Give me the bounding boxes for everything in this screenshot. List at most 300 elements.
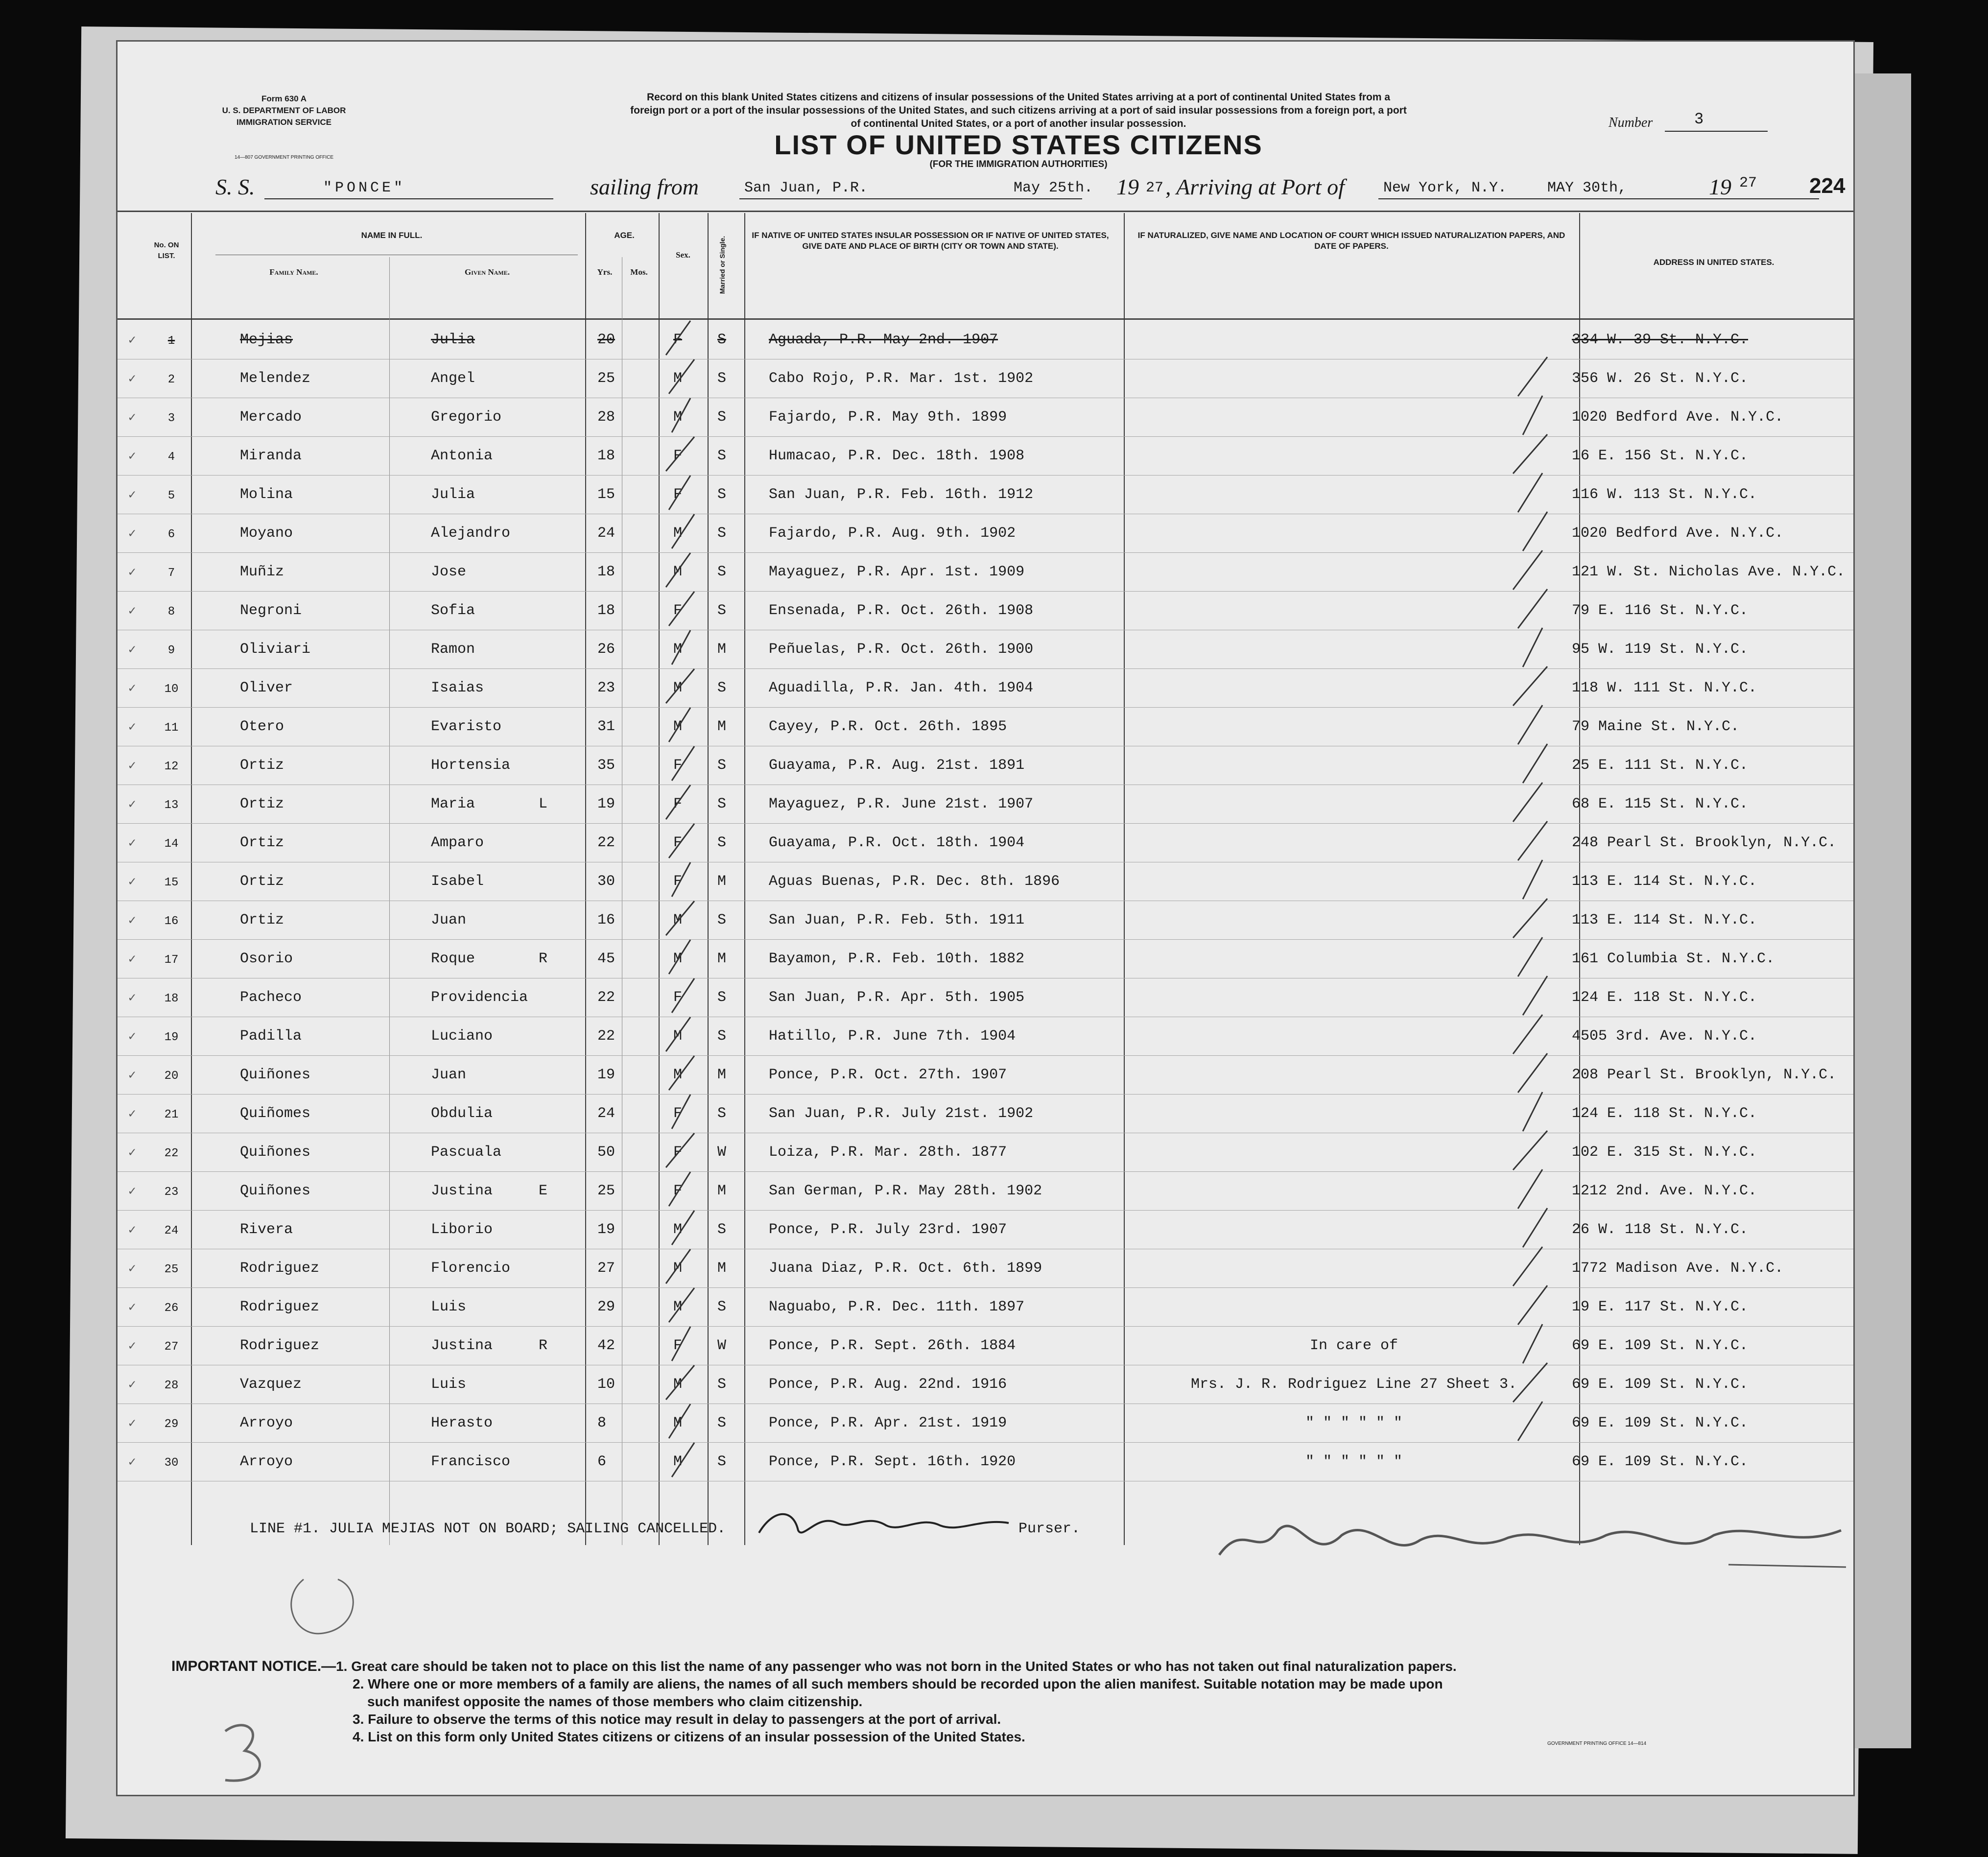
given-name: Alejandro (431, 525, 511, 542)
check-stroke (669, 1404, 690, 1438)
check-stroke (669, 1056, 694, 1090)
birth-place-date: Juana Diaz, P.R. Oct. 6th. 1899 (769, 1260, 1042, 1277)
marital-status: S (717, 1105, 727, 1122)
check-stroke (666, 1365, 694, 1400)
us-address: 69 E. 109 St. N.Y.C. (1572, 1453, 1749, 1470)
check-mark: ✓ (128, 488, 136, 502)
family-name: Arroyo (240, 1415, 293, 1431)
family-name: Quiñones (240, 1144, 311, 1161)
check-stroke (672, 398, 690, 432)
sex: M (673, 1221, 683, 1238)
row-number: 27 (164, 1340, 179, 1354)
arrival-date: MAY 30th, (1547, 180, 1627, 196)
family-name: Otero (240, 718, 284, 735)
row-number: 13 (164, 799, 179, 812)
check-stroke (672, 630, 690, 665)
check-mark: ✓ (128, 565, 136, 580)
check-mark: ✓ (128, 526, 136, 541)
check-stroke (1518, 473, 1542, 512)
ss-label: S. S. (215, 174, 255, 199)
birth-place-date: San Juan, P.R. Apr. 5th. 1905 (769, 989, 1025, 1006)
year-prefix-2: 19 (1709, 174, 1731, 199)
page-subtitle: (FOR THE IMMIGRATION AUTHORITIES) (929, 159, 1108, 169)
check-mark: ✓ (128, 681, 136, 696)
age-years: 35 (597, 757, 615, 774)
sex: M (673, 1028, 683, 1045)
check-stroke (666, 553, 690, 587)
given-name: Amparo (431, 834, 484, 851)
col-age-header: AGE. (614, 231, 635, 240)
birth-place-date: Ponce, P.R. Oct. 27th. 1907 (769, 1067, 1007, 1083)
col-no-header: No. ON LIST. (154, 241, 179, 260)
line-1-note: LINE #1. JULIA MEJIAS NOT ON BOARD; SAILING CANCELLED. (250, 1521, 726, 1537)
us-address: 19 E. 117 St. N.Y.C. (1572, 1299, 1749, 1315)
notice-heading: IMPORTANT NOTICE.— (171, 1658, 336, 1674)
birth-place-date: Mayaguez, P.R. June 21st. 1907 (769, 796, 1034, 812)
family-name: Mercado (240, 409, 302, 426)
check-stroke (1513, 783, 1542, 822)
family-name: Osorio (240, 951, 293, 967)
us-address: 356 W. 26 St. N.Y.C. (1572, 370, 1749, 387)
check-stroke (672, 514, 694, 548)
arrival-underline (1378, 198, 1819, 199)
check-stroke (1518, 1402, 1542, 1441)
us-address: 102 E. 315 St. N.Y.C. (1572, 1144, 1757, 1161)
given-name: Sofia (431, 602, 475, 619)
important-notice (171, 1658, 1836, 1746)
sex: M (673, 680, 683, 696)
marital-status: S (717, 757, 727, 774)
check-stroke (1513, 899, 1547, 938)
check-stroke (1518, 589, 1547, 628)
check-stroke (1518, 1169, 1542, 1209)
age-years: 18 (597, 602, 615, 619)
family-name: Vazquez (240, 1376, 302, 1393)
birth-place-date: San Juan, P.R. Feb. 16th. 1912 (769, 486, 1034, 503)
us-address: 124 E. 118 St. N.Y.C. (1572, 1105, 1757, 1122)
given-name: Luis (431, 1299, 467, 1315)
marital-status: M (717, 873, 727, 890)
check-mark: ✓ (128, 1145, 136, 1160)
marital-status: M (717, 641, 727, 658)
family-name: Ortiz (240, 757, 284, 774)
row-number: 23 (164, 1186, 179, 1199)
purser-signature (754, 1503, 1028, 1543)
marital-status: S (717, 370, 727, 387)
col-sex-header: Sex. (676, 250, 690, 260)
given-name: Francisco (431, 1453, 511, 1470)
birth-place-date: Hatillo, P.R. June 7th. 1904 (769, 1028, 1016, 1045)
sex: F (673, 1183, 683, 1199)
given-name: Evaristo (431, 718, 502, 735)
check-stroke (669, 359, 694, 394)
family-name: Molina (240, 486, 293, 503)
age-years: 18 (597, 448, 615, 464)
check-stroke (669, 708, 690, 742)
col-given-header: Given Name. (464, 267, 510, 277)
birth-place-date: Guayama, P.R. Aug. 21st. 1891 (769, 757, 1025, 774)
us-address: 95 W. 119 St. N.Y.C. (1572, 641, 1749, 658)
check-stroke (669, 1288, 694, 1322)
check-mark: ✓ (128, 1455, 136, 1470)
check-mark: ✓ (128, 720, 136, 735)
marital-status: S (717, 912, 727, 928)
sex: F (673, 448, 683, 464)
birth-place-date: Peñuelas, P.R. Oct. 26th. 1900 (769, 641, 1034, 658)
col-address-header: ADDRESS IN UNITED STATES. (1653, 258, 1775, 267)
given-name: Gregorio (431, 409, 502, 426)
row-number: 20 (164, 1070, 179, 1083)
row-number: 30 (164, 1456, 179, 1470)
marital-status: S (717, 834, 727, 851)
check-stroke (1518, 937, 1542, 976)
check-mark: ✓ (128, 1223, 136, 1238)
marital-status: S (717, 1221, 727, 1238)
check-stroke (1513, 434, 1547, 474)
notice-4: 4. List on this form only United States citizens or citizens of an insular possession of the United States. (353, 1729, 1025, 1744)
age-years: 23 (597, 680, 615, 696)
check-stroke (1523, 1324, 1542, 1363)
age-years: 20 (597, 332, 615, 348)
check-stroke (672, 1211, 694, 1245)
check-stroke (666, 1249, 690, 1284)
row-number: 3 (167, 412, 175, 425)
check-stroke (1513, 1131, 1547, 1170)
number-label: Number (1609, 115, 1653, 130)
age-years: 19 (597, 796, 615, 812)
record-line-1: Record on this blank United States citizens and citizens of insular possessions of the United States arriving at a port of continental United States from a (646, 92, 1391, 103)
check-stroke (1518, 357, 1547, 396)
given-name: Ramon (431, 641, 475, 658)
department: U. S. DEPARTMENT OF LABOR (222, 106, 346, 115)
age-years: 28 (597, 409, 615, 426)
check-stroke (1523, 628, 1542, 667)
handwritten-three (215, 1716, 269, 1790)
age-years: 29 (597, 1299, 615, 1315)
family-name: Ortiz (240, 834, 284, 851)
birth-place-date: Loiza, P.R. Mar. 28th. 1877 (769, 1144, 1007, 1161)
check-stroke (669, 592, 694, 626)
row-number: 17 (164, 953, 179, 967)
birth-place-date: Guayama, P.R. Oct. 18th. 1904 (769, 834, 1025, 851)
row-number: 24 (164, 1224, 179, 1238)
row-number: 22 (164, 1147, 179, 1160)
arrival-port: New York, N.Y. (1383, 180, 1507, 196)
age-years: 25 (597, 370, 615, 387)
given-name: Antonia (431, 448, 493, 464)
family-name: Oliver (240, 680, 293, 696)
year-suffix-1: 27 (1146, 180, 1164, 196)
birth-place-date: Fajardo, P.R. Aug. 9th. 1902 (769, 525, 1016, 542)
birth-place-date: San Juan, P.R. Feb. 5th. 1911 (769, 912, 1025, 928)
year-prefix-1: 19 (1116, 174, 1139, 199)
check-stroke (1523, 744, 1547, 783)
marital-status: S (717, 680, 727, 696)
check-mark: ✓ (128, 1300, 136, 1315)
age-years: 42 (597, 1337, 615, 1354)
sex: F (673, 332, 683, 348)
age-years: 30 (597, 873, 615, 890)
check-stroke (1518, 821, 1547, 860)
us-address: 118 W. 111 St. N.Y.C. (1572, 680, 1757, 696)
departure-port: San Juan, P.R. (744, 180, 868, 196)
sex: F (673, 1144, 683, 1161)
notice-2a: 2. Where one or more members of a family are aliens, the names of all such members should be recorded upon the alien manifest. Suitable notation may be made upon (353, 1676, 1443, 1691)
age-years: 22 (597, 989, 615, 1006)
marital-status: M (717, 1260, 727, 1277)
naturalization: " " " " " " (1305, 1453, 1403, 1470)
family-name: Moyano (240, 525, 293, 542)
row-number: 1 (167, 334, 175, 348)
given-name: Angel (431, 370, 475, 387)
check-stroke (666, 321, 690, 355)
birth-place-date: San German, P.R. May 28th. 1902 (769, 1183, 1042, 1199)
birth-place-date: Aguadilla, P.R. Jan. 4th. 1904 (769, 680, 1034, 696)
sex: M (673, 564, 683, 580)
age-years: 22 (597, 1028, 615, 1045)
family-name: Ortiz (240, 796, 284, 812)
marital-status: S (717, 486, 727, 503)
row-number: 28 (164, 1379, 179, 1392)
check-stroke (672, 1327, 690, 1361)
sex: M (673, 912, 683, 928)
birth-place-date: Humacao, P.R. Dec. 18th. 1908 (769, 448, 1025, 464)
us-address: 26 W. 118 St. N.Y.C. (1572, 1221, 1749, 1238)
sailing-from-label: sailing from (590, 174, 699, 199)
family-name: Quiñones (240, 1183, 311, 1199)
us-address: 124 E. 118 St. N.Y.C. (1572, 989, 1757, 1006)
us-address: 25 E. 111 St. N.Y.C. (1572, 757, 1749, 774)
family-name: Melendez (240, 370, 311, 387)
check-mark: ✓ (128, 604, 136, 619)
given-name: Justina (431, 1183, 493, 1199)
check-stroke (1523, 860, 1542, 899)
sex: F (673, 796, 683, 812)
given-name: Providencia (431, 989, 528, 1006)
family-name: Miranda (240, 448, 302, 464)
us-address: 69 E. 109 St. N.Y.C. (1572, 1376, 1749, 1393)
us-address: 1020 Bedford Ave. N.Y.C. (1572, 409, 1784, 426)
row-number: 18 (164, 992, 179, 1005)
given-name: Obdulia (431, 1105, 493, 1122)
row-number: 21 (164, 1108, 179, 1121)
naturalization: " " " " " " (1305, 1415, 1403, 1431)
us-address: 79 E. 116 St. N.Y.C. (1572, 602, 1749, 619)
us-address: 116 W. 113 St. N.Y.C. (1572, 486, 1757, 503)
age-years: 10 (597, 1376, 615, 1393)
us-address: 68 E. 115 St. N.Y.C. (1572, 796, 1749, 812)
us-address: 4505 3rd. Ave. N.Y.C. (1572, 1028, 1757, 1045)
col-mos-header: Mos. (630, 267, 648, 277)
given-name: Herasto (431, 1415, 493, 1431)
number-underline (1665, 131, 1768, 132)
given-name: Julia (431, 486, 475, 503)
check-mark: ✓ (128, 759, 136, 773)
row-number: 5 (167, 489, 175, 502)
marital-status: S (717, 525, 727, 542)
marital-status: S (717, 602, 727, 619)
year-suffix-2: 27 (1739, 175, 1757, 191)
check-stroke (1518, 1053, 1547, 1093)
family-name: Ortiz (240, 873, 284, 890)
sex: F (673, 989, 683, 1006)
birth-place-date: Ponce, P.R. Aug. 22nd. 1916 (769, 1376, 1007, 1393)
check-mark: ✓ (128, 836, 136, 851)
page-title: LIST OF UNITED STATES CITIZENS (774, 129, 1263, 160)
age-years: 6 (597, 1453, 607, 1470)
marital-status: S (717, 1415, 727, 1431)
check-stroke (672, 862, 690, 897)
ship-name: "PONCE" (323, 180, 406, 196)
service: IMMIGRATION SERVICE (237, 118, 331, 127)
given-initial: R (539, 951, 548, 967)
printing-office: 14—807 GOVERNMENT PRINTING OFFICE (234, 155, 334, 160)
age-years: 31 (597, 718, 615, 735)
table-top-rule (118, 211, 1853, 212)
age-years: 19 (597, 1067, 615, 1083)
given-name: Roque (431, 951, 475, 967)
number-value: 3 (1694, 110, 1704, 128)
marital-status: S (717, 409, 727, 426)
check-stroke (1518, 1286, 1547, 1325)
notice-2b: such manifest opposite the names of those members who claim citizenship. (367, 1694, 863, 1709)
check-mark: ✓ (128, 410, 136, 425)
col-birth-header: IF NATIVE OF UNITED STATES INSULAR POSSESSION OR IF NATIVE OF UNITED STATES, GIVE DATE AND PLACE OF BIRTH (CITY OR TOWN AND STATE). (752, 231, 1109, 251)
check-stroke (666, 1133, 694, 1167)
naturalization: In care of (1309, 1337, 1398, 1354)
row-number: 2 (167, 373, 175, 386)
check-stroke (672, 1443, 694, 1477)
row-number: 7 (167, 567, 175, 580)
ship-underline (264, 198, 553, 199)
row-number: 29 (164, 1418, 179, 1431)
inspector-signature (1214, 1516, 1851, 1570)
sex: M (673, 1376, 683, 1393)
birth-place-date: Naguabo, P.R. Dec. 11th. 1897 (769, 1299, 1025, 1315)
us-address: 1020 Bedford Ave. N.Y.C. (1572, 525, 1784, 542)
given-name: Justina (431, 1337, 493, 1354)
given-name: Hortensia (431, 757, 511, 774)
col-family-header: Family Name. (269, 267, 318, 277)
given-name: Florencio (431, 1260, 511, 1277)
check-mark: ✓ (128, 1262, 136, 1276)
check-stroke (672, 1095, 690, 1129)
sex: M (673, 1299, 683, 1315)
age-years: 50 (597, 1144, 615, 1161)
check-stroke (1513, 550, 1542, 590)
sex: M (673, 641, 683, 658)
given-initial: E (539, 1183, 548, 1199)
port-underline (739, 198, 1082, 199)
check-stroke (669, 824, 694, 858)
us-address: 161 Columbia St. N.Y.C. (1572, 951, 1775, 967)
family-name: Quiñomes (240, 1105, 311, 1122)
birth-place-date: Ponce, P.R. Apr. 21st. 1919 (769, 1415, 1007, 1431)
sheet-number: 224 (1809, 174, 1846, 198)
check-stroke (1523, 396, 1542, 435)
check-stroke (1523, 1208, 1547, 1247)
check-strokes (661, 316, 1582, 1521)
check-stroke (1513, 667, 1547, 706)
birth-place-date: Cabo Rojo, P.R. Mar. 1st. 1902 (769, 370, 1034, 387)
notice-1: 1. Great care should be taken not to place on this list the name of any passenger who was not born in the United States or who has not taken out final naturalization papers. (336, 1659, 1457, 1674)
sex: F (673, 602, 683, 619)
check-stroke (669, 1172, 690, 1206)
birth-place-date: San Juan, P.R. July 21st. 1902 (769, 1105, 1034, 1122)
check-stroke (1518, 705, 1542, 744)
given-name: Julia (431, 332, 475, 348)
age-years: 19 (597, 1221, 615, 1238)
check-mark: ✓ (128, 372, 136, 386)
age-years: 24 (597, 1105, 615, 1122)
check-mark: ✓ (128, 1339, 136, 1354)
sex: M (673, 1453, 683, 1470)
col-married-header: Married or Single. (718, 236, 726, 294)
check-stroke (1513, 1363, 1547, 1402)
check-stroke (666, 437, 694, 471)
check-mark: ✓ (128, 991, 136, 1005)
sex: M (673, 951, 683, 967)
check-mark: ✓ (128, 1068, 136, 1083)
check-stroke (669, 476, 690, 510)
marital-status: W (717, 1144, 727, 1161)
col-naturalized-header: IF NATURALIZED, GIVE NAME AND LOCATION OF COURT WHICH ISSUED NATURALIZATION PAPERS, AND DATE OF PAPERS. (1137, 231, 1565, 251)
age-years: 15 (597, 486, 615, 503)
age-years: 18 (597, 564, 615, 580)
sex: M (673, 1415, 683, 1431)
row-number: 26 (164, 1302, 179, 1315)
row-number: 8 (167, 605, 175, 619)
sex: M (673, 525, 683, 542)
row-number: 15 (164, 876, 179, 889)
purser-label: Purser. (1018, 1521, 1081, 1537)
naturalization: Mrs. J. R. Rodriguez Line 27 Sheet 3. (1190, 1376, 1517, 1393)
marital-status: S (717, 1453, 727, 1470)
given-name: Juan (431, 1067, 467, 1083)
given-name: Isabel (431, 873, 484, 890)
sex: F (673, 873, 683, 890)
birth-place-date: Ponce, P.R. Sept. 16th. 1920 (769, 1453, 1016, 1470)
sex: F (673, 1337, 683, 1354)
check-mark: ✓ (128, 1184, 136, 1199)
family-name: Muñiz (240, 564, 284, 580)
us-address: 334 W. 39 St. N.Y.C. (1572, 332, 1749, 348)
marital-status: S (717, 989, 727, 1006)
row-number: 10 (164, 683, 179, 696)
check-mark: ✓ (128, 449, 136, 464)
sex: M (673, 370, 683, 387)
given-name: Maria (431, 796, 475, 812)
given-name: Isaias (431, 680, 484, 696)
family-name: Arroyo (240, 1453, 293, 1470)
age-years: 8 (597, 1415, 607, 1431)
sex: F (673, 1105, 683, 1122)
age-years: 27 (597, 1260, 615, 1277)
check-stroke (1523, 512, 1547, 551)
family-name: Ortiz (240, 912, 284, 928)
check-stroke (666, 669, 694, 703)
form-number: Form 630 A (261, 94, 307, 103)
us-address: 113 E. 114 St. N.Y.C. (1572, 912, 1757, 928)
check-stroke (1523, 976, 1547, 1015)
marital-status: W (717, 1337, 727, 1354)
family-name: Negroni (240, 602, 302, 619)
us-address: 113 E. 114 St. N.Y.C. (1572, 873, 1757, 890)
birth-place-date: Cayey, P.R. Oct. 26th. 1895 (769, 718, 1007, 735)
check-stroke (1513, 1015, 1542, 1054)
marital-status: M (717, 1183, 727, 1199)
sail-date: May 25th. (1014, 180, 1093, 196)
